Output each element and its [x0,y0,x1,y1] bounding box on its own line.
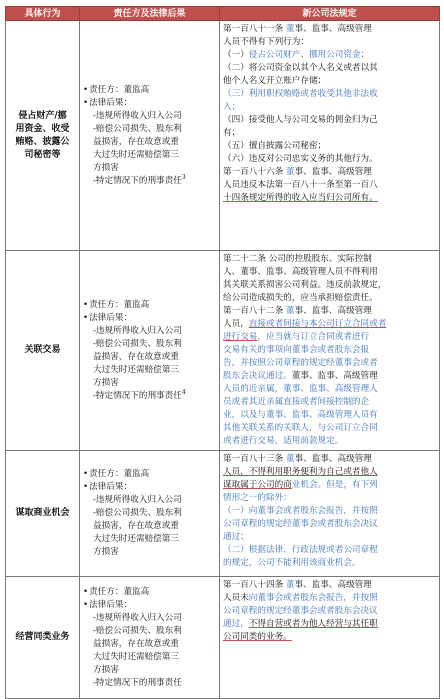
table-row [6,251,440,451]
law-text-segment: 事、监事、高级管理 [294,306,372,316]
consequence-item: -特定情况下的刑事责任 [93,677,182,688]
law-text-line: （二）将公司资金以其个人名义或者以其 [223,63,378,73]
footnote-marker: 3 [181,173,186,181]
law-text-line: 其他关联关系的关联人，与公司订立合同 [223,423,378,433]
consequence-item: -违规所得收入归入公司 [93,325,182,336]
legal-consequence-label: • 法律后果： [83,481,216,494]
responsible-party: • 责任方：董监高 [83,84,216,97]
law-cell [220,251,440,451]
law-text-segment: 事、监事、高级管理 [294,580,372,590]
law-text-segment: 第一百八十二条 [223,306,284,316]
liability-table [5,6,440,699]
law-text-line: 情形之一的除外： [223,493,292,503]
law-text-line [223,305,436,318]
law-text-line [223,479,436,492]
consequence-item [83,175,216,188]
consequence-item: 益损害，存在故意或重 [93,136,179,147]
law-text-line: 交易有关的事项向董事会或者股东会报 [223,345,370,355]
law-text-line [223,592,436,605]
law-text-line: （三）利用职权贿赂或者收受其他非法收 [223,89,378,99]
law-text-segment: 第一百八十一条 [223,24,284,34]
law-text-segment: （一） [223,50,249,60]
consequence-item: 大过失时还需赔偿第三 [93,149,179,160]
table-row [6,21,440,251]
law-text-segment: 董 [283,580,295,590]
action-label: 关联交易 [24,345,61,355]
law-text-line: 其关联关系损害公司利益。违反前款规定， [223,280,387,290]
law-text-line: 员或者其近亲属直接或者间接控制的企 [223,397,370,407]
consequence-item: 方损害 [93,664,119,675]
legal-consequence-label: • 法律后果： [83,312,216,325]
header-action: 具体行为 [6,7,80,21]
law-text-line: 给公司造成损失的，应当承担赔偿责任。 [223,293,378,303]
consequence-item: 方损害 [93,547,119,557]
law-text-line: （四）接受他人与公司交易的佣金归为己 [223,115,378,125]
law-text-line: 他个人名义开立账户存储； [223,76,327,86]
legal-consequence-label: • 法律后果： [83,599,216,612]
law-text-line [223,166,436,179]
law-text-line [223,318,436,331]
law-text-segment: 人员， [223,319,249,329]
action-cell [6,251,80,451]
action-cell [6,21,80,251]
responsible-party: • 责任方：董监高 [83,299,216,312]
action-label: 谋取商业机会 [15,508,70,518]
law-text-line: 告，并按照公司章程的规定经董事会或者 [223,358,378,368]
consequence-item: 益损害，存在故意或重 [93,351,179,362]
action-cell [6,577,80,699]
table-row [6,577,440,699]
action-label: 用资金、收受 [15,123,70,134]
liability-cell [80,251,220,451]
law-text-line: 人员违反本法第一百八十一条至第一百八 [223,180,378,190]
law-text-segment: 侵占公司财产、挪用公司资金； [248,50,370,60]
header-liability: 责任方及法律后果 [80,7,220,21]
law-text-line: 公司章程的规定经董事会或者股东会决议 [223,606,378,616]
consequence-item: 大过失时还需赔偿第三 [93,651,179,662]
law-text-segment: 直接或者间接与本公司订立合同或者 [248,319,387,329]
law-text-segment: 董事、监事、高级管理 [291,371,378,381]
law-text-line: 人员的近亲属，董事、监事、高级管理人 [223,384,378,394]
liability-cell [80,577,220,699]
consequence-text: -特定情况下的刑事责任 [93,175,182,186]
law-text-segment: 董 [283,24,295,34]
law-text-line [223,49,436,62]
consequence-item: -违规所得收入归入公司 [93,110,182,121]
table-header-row [6,7,440,21]
law-text-line [223,453,436,466]
consequence-item [83,390,216,403]
law-text-segment: 向董事会或者股东会报告，并按照 [248,593,378,603]
law-text-line: 公司章程的规定经董事会或者股东会决议 [223,519,378,529]
law-text-line: 人、董事、监事、高级管理人员不得利用 [223,267,378,277]
consequence-item: -赔偿公司损失、股东利 [93,123,182,134]
law-text-line: 入； [223,102,241,112]
law-text-segment: 第一百八十四条 [223,580,284,590]
action-cell [6,451,80,577]
consequence-text: -特定情况下的刑事责任 [93,390,182,401]
consequence-item: -赔偿公司损失、股东利 [93,508,182,518]
consequence-item: -赔偿公司损失、股东利 [93,625,182,636]
law-text-segment: 股东会决议通过。 [223,371,292,381]
law-text-line: 的规定，公司不能利用该商业机会。 [223,558,361,568]
law-text-line: 公司同类的业务。 [223,632,292,642]
law-text-line: （一）向董事会或者股东会报告，并按照 [223,506,378,516]
consequence-item: -违规所得收入归入公司 [93,495,182,505]
consequence-item: 大过失时还需赔偿第三 [93,364,179,375]
responsible-party: • 责任方：董监高 [83,586,216,599]
law-text-segment: 事、监事、高级管理 [294,167,372,177]
law-text-segment: 董 [283,306,295,316]
law-text-line: （六）违反对公司忠实义务的其他行为。 [223,154,378,164]
law-text-segment: 业机会。但是，有下列 [291,480,378,490]
law-text-segment: 事、监事、高级管理 [294,24,372,34]
consequence-item: 益损害，存在故意或重 [93,638,179,649]
law-text-line: 或者进行交易，适用前款规定。 [223,436,344,446]
law-text-segment: 第一百八十六条 [223,167,284,177]
law-text-line: 十四条规定所得的收入应当归公司所有。 [223,193,378,203]
law-text-line [223,618,436,631]
footnote-marker: 4 [181,388,186,396]
responsible-party: • 责任方：董监高 [83,468,216,481]
law-text-line [223,23,436,36]
law-text-line [223,370,436,383]
law-text-line: 人员不得有下列行为： [223,37,309,47]
action-label: 侵占财产/挪 [18,110,67,121]
law-text-line: 业，以及与董事、监事、高级管理人员有 [223,410,378,420]
consequence-item: -违规所得收入归入公司 [93,612,182,623]
consequence-item: 方损害 [93,377,119,388]
legal-consequence-label: • 法律后果： [83,97,216,110]
law-text-line: 人员，不得利用职务便利为自己或者他人 [223,467,378,477]
law-text-line [223,331,436,344]
law-text-segment: 第一百八十三条 [223,454,284,464]
liability-cell [80,21,220,251]
law-text-line: 通过； [223,532,249,542]
law-text-segment: 董 [283,167,295,177]
law-text-line: 第二十二条 公司的控股股东、实际控制 [223,254,372,264]
action-label: 经营同类业务 [15,632,70,642]
law-cell [220,451,440,577]
header-new-law: 新公司法规定 [220,7,440,21]
law-text-segment: ，应当就与订立合同或者进行 [257,332,370,342]
law-text-segment: 事、监事、高级管理 [294,454,372,464]
law-text-line: （五）擅自披露公司秘密； [223,141,327,151]
law-text-line: 有； [223,128,241,138]
law-text-segment: 谋取属于公司的商 [223,480,292,490]
action-label: 司秘密等 [24,149,61,160]
law-text-segment: 人员未 [223,593,249,603]
law-text-segment: 董 [283,454,295,464]
consequence-item: -赔偿公司损失、股东利 [93,338,182,349]
consequence-item: 益损害，存在故意或重 [93,521,179,531]
law-text-segment: 进行交易 [223,332,258,342]
liability-cell [80,451,220,577]
law-cell [220,21,440,251]
action-label: 贿赂、披露公 [15,136,70,147]
law-cell [220,577,440,699]
consequence-item: 大过失时还需赔偿第三 [93,534,179,544]
consequence-item: 方损害 [93,162,119,173]
law-text-segment: 通过， [223,619,249,629]
law-text-line [223,579,436,592]
table-row [6,451,440,577]
law-text-line: （二）根据法律、行政法规或者公司章程 [223,545,378,555]
law-text-segment: 不得自营或者为他人经营与其任职 [248,619,378,629]
